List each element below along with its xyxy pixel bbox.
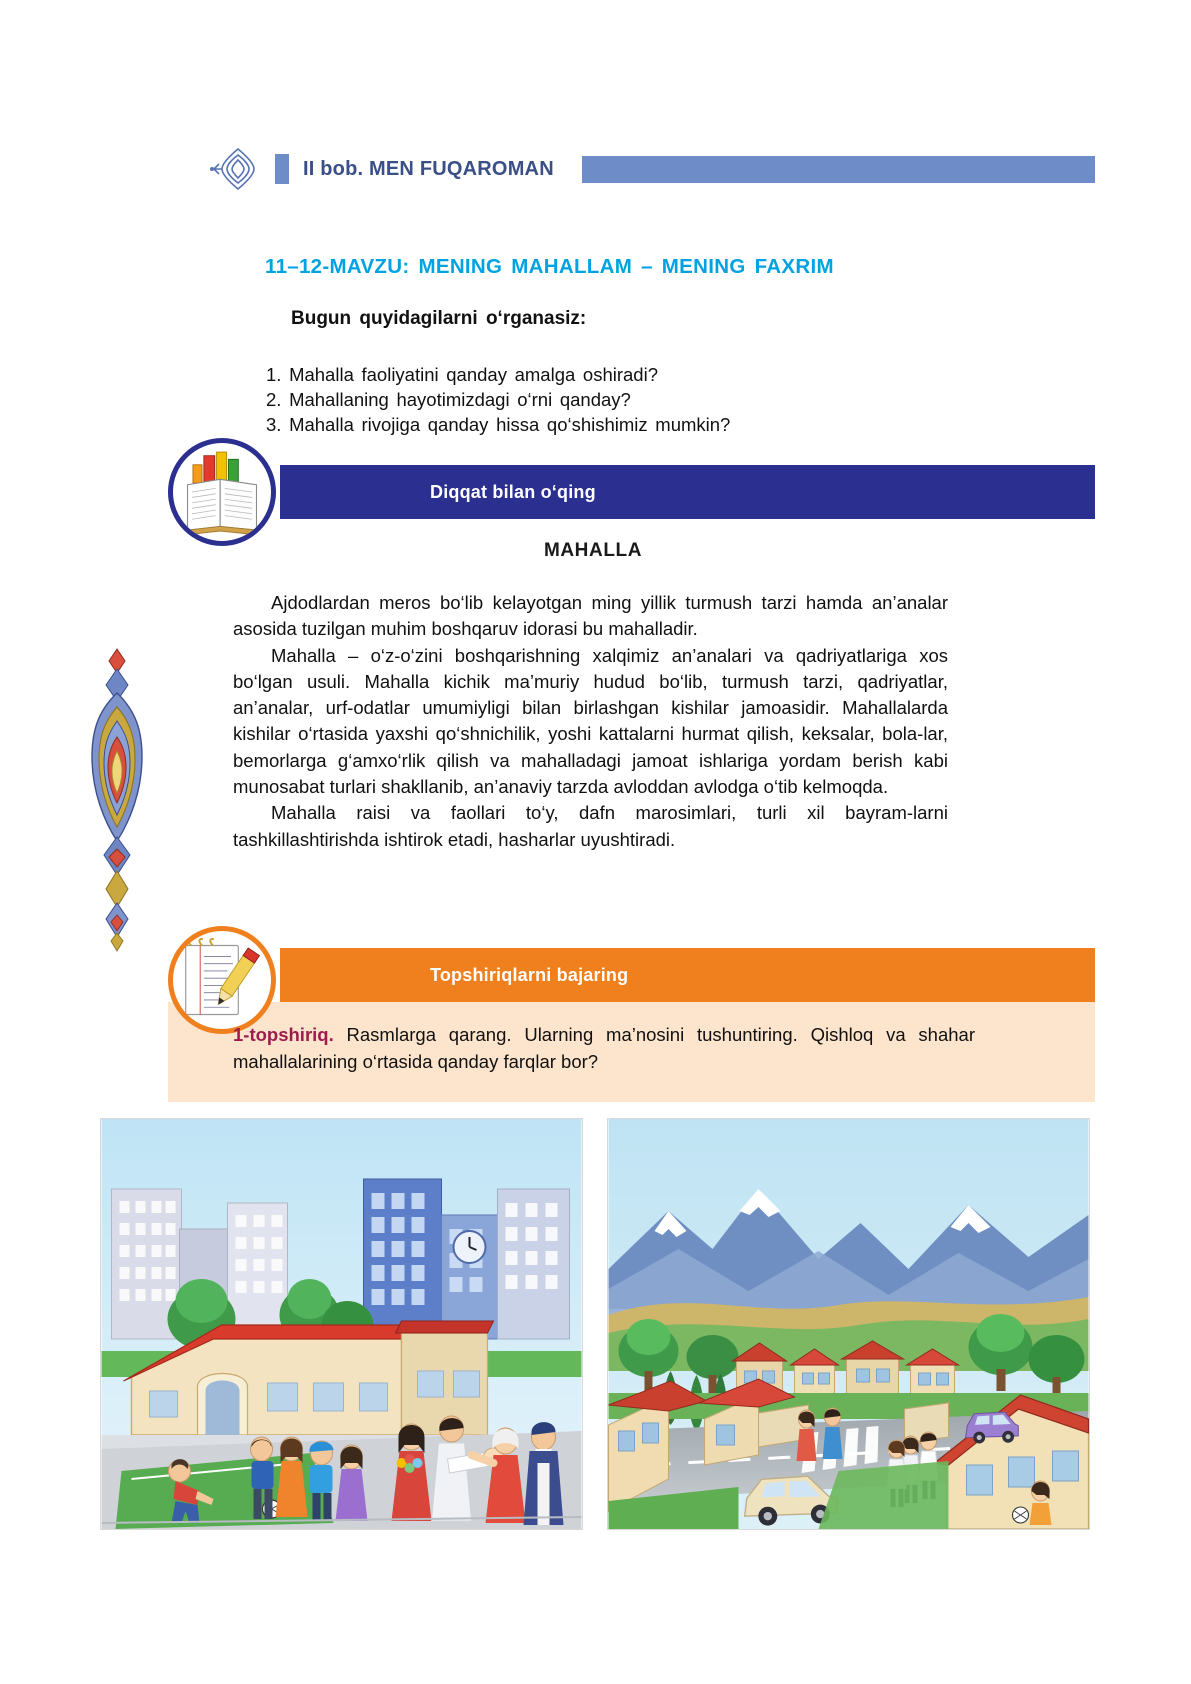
page-title: 11–12-MAVZU: MENING MAHALLAM – MENING FAXRIM <box>265 255 834 278</box>
chapter-title: II bob. MEN FUQAROMAN <box>303 157 554 180</box>
chapter-rule-bar <box>582 156 1095 183</box>
notepad-pencil-icon <box>168 926 276 1034</box>
paragraph <box>233 643 948 801</box>
paragraph-text: Mahalla – o‘z-o‘zini boshqarishning xalqimiz an’analari va qadriyatlariga xos bo‘lgan usuli. Mahalla kichik ma’muriy hudud bo‘lib, turmush tarzi, qadriyatlar, an’analar, urf-odatlar umumiyligi bilan birlashgan kishilar jamoasidir. Mahallalarda kishilar o‘rtasida yaxshi qo‘shnichilik, yoshi kattalarni hurmat qilish, keksalar, bola-lar, bemorlarga g‘amxo‘rlik qilish va mahalladagi jamoat ishlariga yordam berish kabi munosabat turlari shakllanib, an’anaviy tarzda avloddan avlodga o‘tib kelmoqda. <box>233 644 948 798</box>
illustration-row <box>100 1118 1090 1530</box>
list-item: 3. Mahalla rivojiga qanday hissa qo‘shishimiz mumkin? <box>266 414 731 435</box>
open-books-icon <box>168 438 276 546</box>
read-section-banner <box>280 465 1095 519</box>
paragraph <box>233 590 948 643</box>
objectives-lead-in: Bugun quyidagilarni o‘rganasiz: <box>291 308 587 329</box>
task-description: Rasmlarga qarang. Ularning ma’nosini tushuntiring. Qishloq va shahar mahallalarining o‘rtasida qanday farqlar bor? <box>233 1024 975 1072</box>
task-section-banner <box>280 948 1095 1002</box>
list-item: 1. Mahalla faoliyatini qanday amalga oshiradi? <box>266 364 658 385</box>
body-text <box>233 590 948 853</box>
paragraph-text: Mahalla raisi va faollari to‘y, dafn marosimlari, turli xil bayram-larni tashkillashtirishda ishtirok etadi, hasharlar uyushtiradi. <box>233 802 948 850</box>
list-item: 2. Mahallaning hayotimizdagi o‘rni qanday? <box>266 389 631 410</box>
chapter-accent-bar <box>275 154 289 184</box>
paragraph <box>233 800 948 853</box>
objectives-list <box>266 362 986 437</box>
paragraph-text: Ajdodlardan meros bo‘lib kelayotgan ming yillik turmush tarzi hamda an’analar asosida tuzilgan muhim boshqaruv idorasi bu mahalladir. <box>233 592 948 640</box>
chapter-header <box>205 145 1095 193</box>
task-label: 1-topshiriq. <box>233 1024 334 1045</box>
diamond-ornament-icon <box>205 145 271 193</box>
task-section-banner-label: Topshiriqlarni bajaring <box>430 964 629 985</box>
read-section-banner-label: Diqqat bilan o‘qing <box>430 481 596 502</box>
village-mahalla-illustration <box>607 1118 1090 1530</box>
city-mahalla-illustration <box>100 1118 583 1530</box>
body-heading: MAHALLA <box>543 540 643 561</box>
task-text <box>233 1022 975 1075</box>
vertical-floral-ornament-icon <box>84 645 150 955</box>
